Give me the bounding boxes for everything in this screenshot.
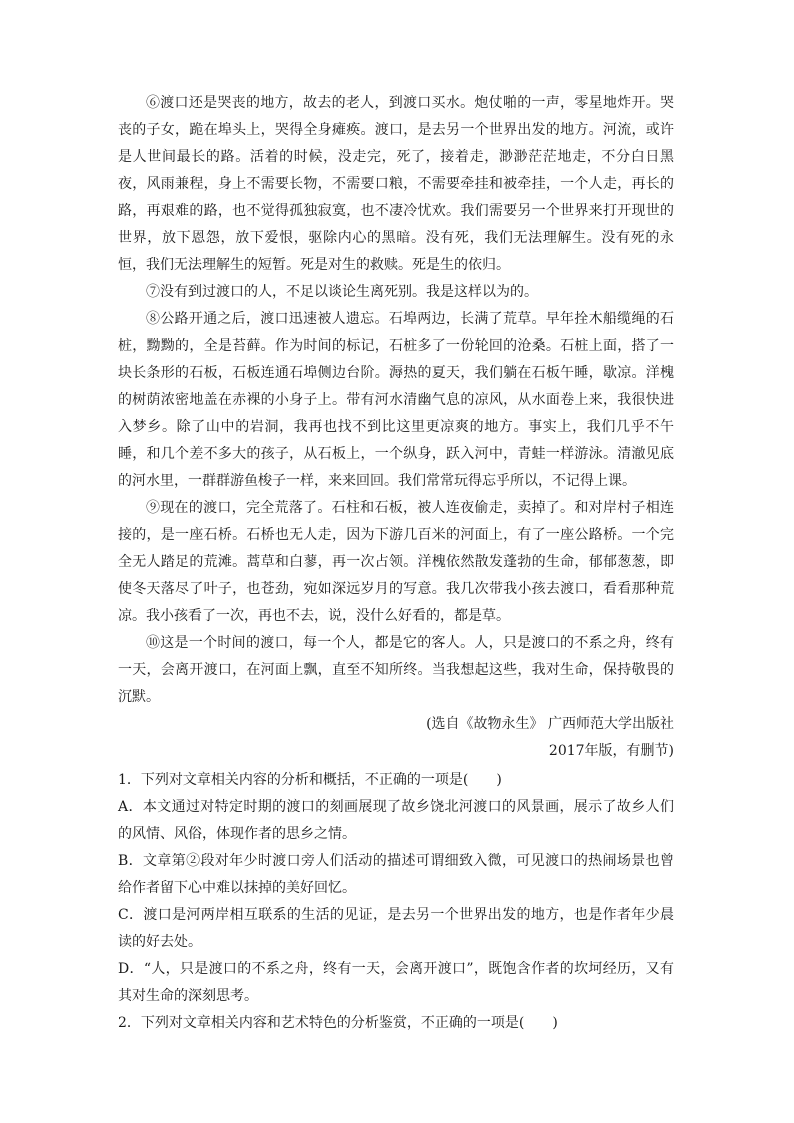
question-1-option-a: A．本文通过对特定时期的渡口的刻画展现了故乡饶北河渡口的风景画，展示了故乡人们的风情、风俗，体现作者的思乡之情。	[118, 799, 674, 842]
question-1-option-c: C．渡口是河两岸相互联系的生活的见证，是去另一个世界出发的地方，也是作者年少晨读的好去处。	[118, 907, 674, 950]
question-1-option-b: B．文章第②段对年少时渡口旁人们活动的描述可谓细致入微，可见渡口的热闹场景也曾给作者留下心中难以抹掉的美好回忆。	[118, 853, 674, 896]
paragraph-9: ⑨现在的渡口，完全荒落了。石柱和石板，被人连夜偷走，卖掉了。和对岸村子相连接的，是一座石桥。石桥也无人走，因为下游几百米的河面上，有了一座公路桥。一个完全无人踏足的荒滩。蒿草和白蓼，再一次占领。洋槐依然散发蓬勃的生命，郁郁葱葱，即使冬天落尽了叶子，也苍劲，宛如深远岁月的写意。我几次带我小孩去渡口，看看那种荒凉。我小孩看了一次，再也不去，说，没什么好看的，都是草。	[118, 500, 674, 624]
question-1-stem: 1．下列对文章相关内容的分析和概括，不正确的一项是( )	[118, 772, 502, 788]
paragraph-8: ⑧公路开通之后，渡口迅速被人遗忘。石埠两边，长满了荒草。早年拴木船缆绳的石桩，黝黝的，全是苔藓。作为时间的标记，石桩多了一份轮回的沧桑。石桩上面，搭了一块长条形的石板，石板连通石埠侧边台阶。溽热的夏天，我们躺在石板午睡，歇凉。洋槐的树荫浓密地盖在赤裸的小身子上。带有河水清幽气息的凉风，从水面卷上来，我很快进入梦乡。除了山中的岩洞，我再也找不到比这里更凉爽的地方。事实上，我们几乎不午睡，和几个差不多大的孩子，从石板上，一个纵身，跃入河中，青蛙一样游泳。清澈见底的河水里，一群群游鱼梭子一样，来来回回。我们常常玩得忘乎所以，不记得上课。	[118, 311, 674, 489]
paragraph-10: ⑩这是一个时间的渡口，每一个人，都是它的客人。人，只是渡口的不系之舟，终有一天，会离开渡口，在河面上飘，直至不知所终。当我想起这些，我对生命，保持敬畏的沉默。	[118, 635, 674, 705]
source-citation-line-2: 2017年版，有删节)	[548, 743, 674, 759]
document-page	[118, 90, 674, 1037]
question-1-option-d: D．“人，只是渡口的不系之舟，终有一天，会离开渡口”，既饱含作者的坎坷经历，又有其对生命的深刻思考。	[118, 961, 674, 1004]
paragraph-7: ⑦没有到过渡口的人，不足以谈论生离死别。我是这样以为的。	[146, 284, 538, 300]
paragraph-6: ⑥渡口还是哭丧的地方，故去的老人，到渡口买水。炮仗啪的一声，零星地炸开。哭丧的子女，跪在埠头上，哭得全身瘫痪。渡口，是去另一个世界出发的地方。河流，或许是人世间最长的路。活着的时候，没走完，死了，接着走，渺渺茫茫地走，不分白日黑夜，风雨兼程，身上不需要长物，不需要口粮，不需要牵挂和被牵挂，一个人走，再长的路，再艰难的路，也不觉得孤独寂寞，也不凄冷忧欢。我们需要另一个世界来打开现世的世界，放下恩怨，放下爱恨，驱除内心的黑暗。没有死，我们无法理解生。没有死的永恒，我们无法理解生的短暂。死是对生的救赎。死是生的依归。	[118, 95, 674, 273]
question-2-stem: 2．下列对文章相关内容和艺术特色的分析鉴赏，不正确的一项是( )	[118, 1015, 558, 1031]
source-citation-line-1: (选自《故物永生》 广西师范大学出版社	[426, 716, 674, 732]
